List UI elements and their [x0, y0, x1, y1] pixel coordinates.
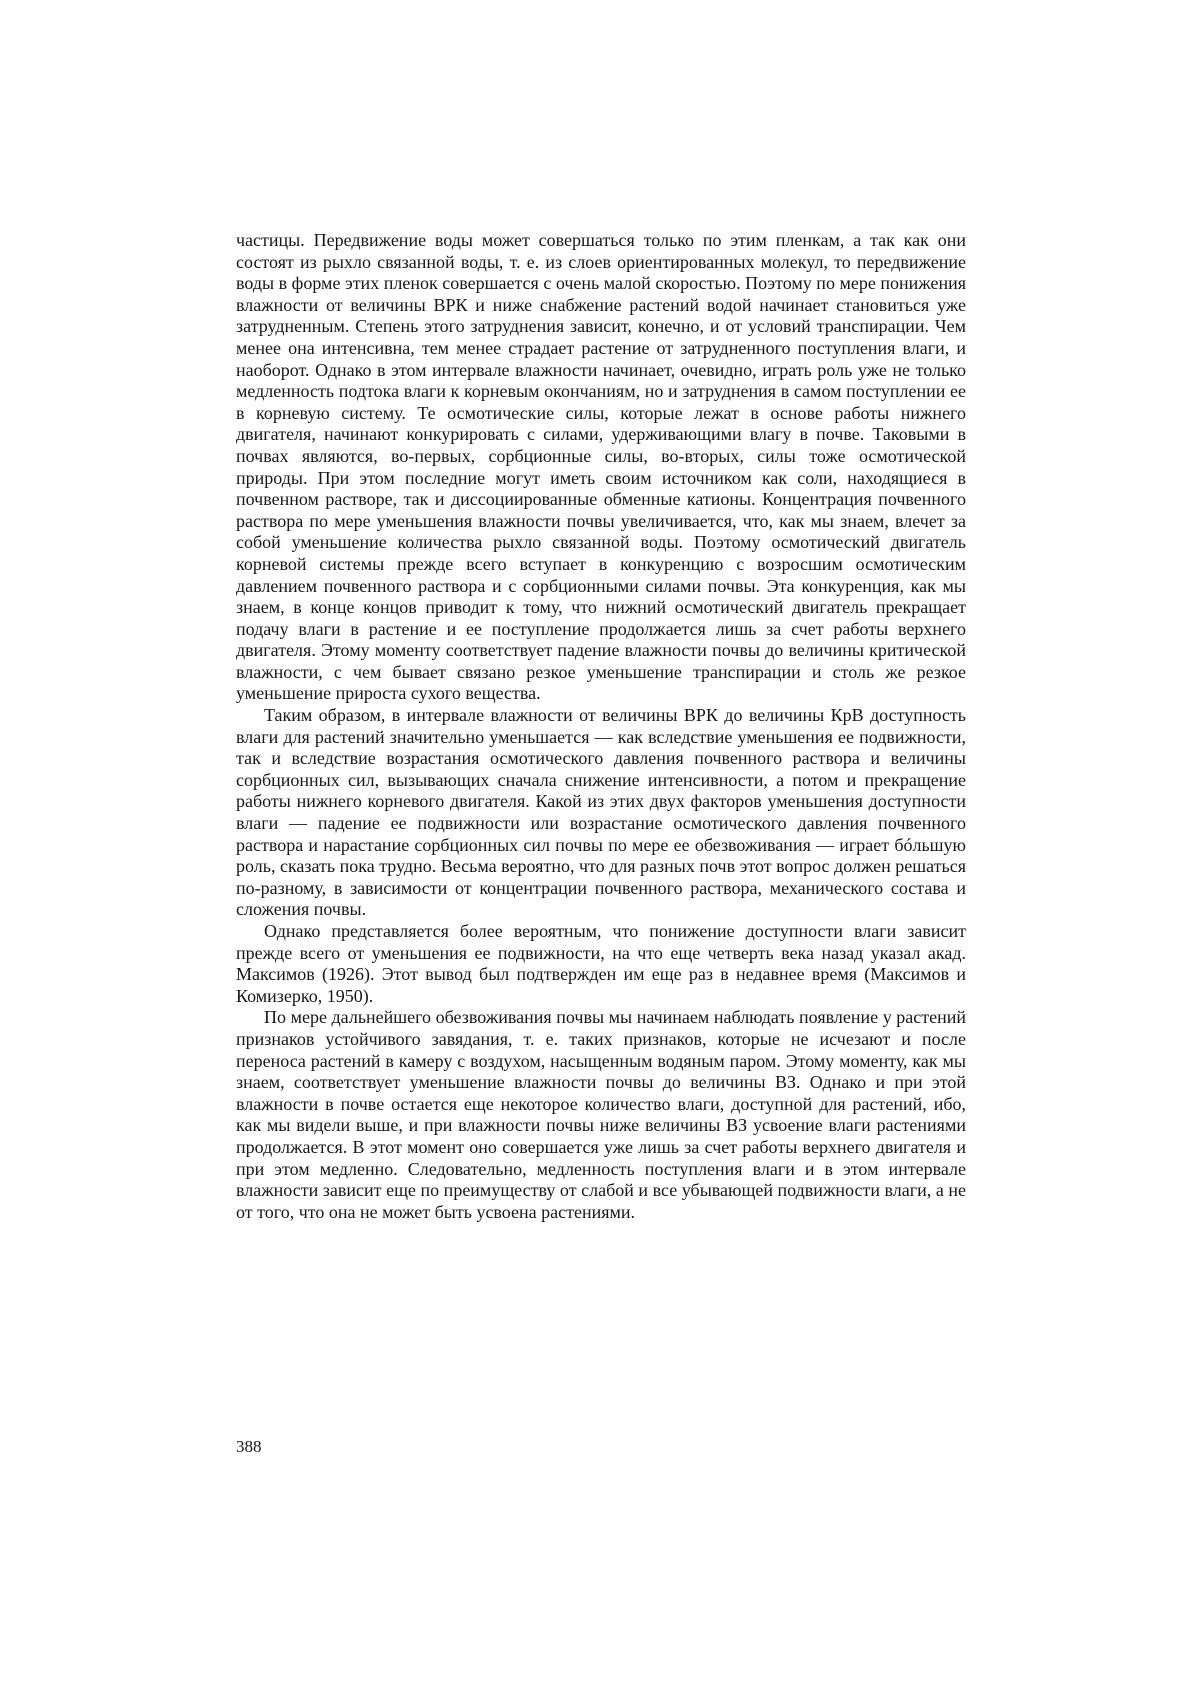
paragraph-3: Однако представляется более вероятным, что понижение доступности влаги зависит прежде всего от уменьшения ее подвижности, на что еще четверть века назад указал акад. Максимов (1926). Этот вывод был подтвержден им еще раз в недавнее время (Максимов и Комизерко, 1950). [236, 921, 966, 1006]
paragraph-4: По мере дальнейшего обезвоживания почвы мы начинаем наблюдать появление у растений признаков устойчивого завядания, т. е. таких признаков, которые не исчезают и после переноса растений в камеру с воздухом, насыщенным водяным паром. Этому моменту, как мы знаем, соответствует уменьшение влажности почвы до величины ВЗ. Однако и при этой влажности в почве остается еще некоторое количество влаги, доступной для растений, ибо, как мы видели выше, и при влажности почвы ниже величины ВЗ усвоение влаги растениями продолжается. В этот момент оно совершается уже лишь за счет работы верхнего двигателя и при этом медленно. Следовательно, медленность поступления влаги и в этом интервале влажности зависит еще по преимуществу от слабой и все убывающей подвижности влаги, а не от того, что она не может быть усвоена растениями. [236, 1007, 966, 1222]
paragraph-1: частицы. Передвижение воды может совершаться только по этим пленкам, а так как они состоят из рыхло связанной воды, т. е. из слоев ориентированных молекул, то передвижение воды в форме этих пленок совершается с очень малой скоростью. Поэтому по мере понижения влажности от величины ВРК и ниже снабжение растений водой начинает становиться уже затрудненным. Степень этого затруднения зависит, конечно, и от условий транспирации. Чем менее она интенсивна, тем менее страдает растение от затрудненного поступления влаги, и наоборот. Однако в этом интервале влажности начинает, очевидно, играть роль уже не только медленность подтока влаги к корневым окончаниям, но и затруднения в самом поступлении ее в корневую систему. Те осмотические силы, которые лежат в основе работы нижнего двигателя, начинают конкурировать с силами, удерживающими влагу в почве. Таковыми в почвах являются, во-первых, сорбционные силы, во-вторых, силы тоже осмотической природы. При этом последние могут иметь своим источником как соли, находящиеся в почвенном растворе, так и диссоциированные обменные катионы. Концентрация почвенного раствора по мере уменьшения влажности почвы увеличивается, что, как мы знаем, влечет за собой уменьшение количества рыхло связанной воды. Поэтому осмотический двигатель корневой системы прежде всего вступает в конкуренцию с возросшим осмотическим давлением почвенного раствора и с сорбционными силами почвы. Эта конкуренция, как мы знаем, в конце концов приводит к тому, что нижний осмотический двигатель прекращает подачу влаги в растение и ее поступление продолжается лишь за счет работы верхнего двигателя. Этому моменту соответствует падение влажности почвы до величины критической влажности, с чем бывает связано резкое уменьшение транспирации и столь же резкое уменьшение прироста сухого вещества. [236, 230, 966, 704]
page-number: 388 [236, 1437, 262, 1456]
paragraph-2: Таким образом, в интервале влажности от величины ВРК до величины КрВ доступность влаги для растений значительно уменьшается — как вследствие уменьшения ее подвижности, так и вследствие возрастания осмотического давления почвенного раствора и величины сорбционных сил, вызывающих сначала снижение интенсивности, а потом и прекращение работы нижнего корневого двигателя. Какой из этих двух факторов уменьшения доступности влаги — падение ее подвижности или возрастание осмотического давления почвенного раствора и нарастание сорбционных сил почвы по мере ее обезвоживания — играет бóльшую роль, сказать пока трудно. Весьма вероятно, что для разных почв этот вопрос должен решаться по-разному, в зависимости от концентрации почвенного раствора, механического состава и сложения почвы. [236, 705, 966, 920]
page-body [236, 230, 966, 1223]
